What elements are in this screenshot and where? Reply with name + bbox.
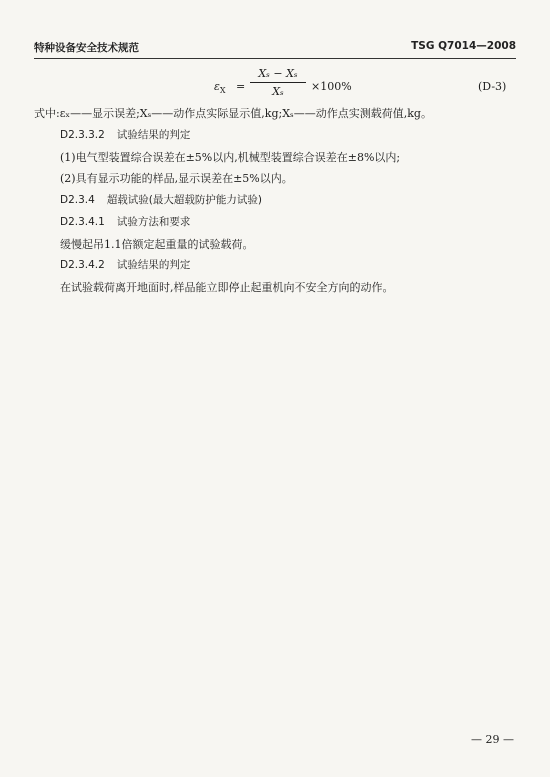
heading-d2-3-4: D2.3.4 超载试验(最大超载防护能力试验)	[60, 194, 263, 206]
where-clause: 式中:εₓ——显示误差;Xₛ——动作点实际显示值,kg;Xₛ——动作点实测载荷值,kg。	[34, 107, 432, 120]
formula-lhs: $\varepsilon_X$	[214, 80, 226, 96]
fraction-bar	[250, 82, 306, 83]
paragraph-test-method: 缓慢起吊1.1倍额定起重量的试验载荷。	[60, 238, 254, 251]
formula-percent-factor: ×100%	[311, 80, 352, 93]
running-header	[34, 37, 516, 59]
header-standard-code: TSG Q7014—2008	[411, 40, 516, 52]
header-title: 特种设备安全技术规范	[34, 42, 139, 54]
formula-number: (D-3)	[478, 80, 507, 93]
heading-d2-3-4-2: D2.3.4.2 试验结果的判定	[60, 259, 191, 271]
header-rule	[34, 58, 516, 59]
formula-denominator: Xₛ	[272, 85, 284, 98]
formula-equals: =	[236, 80, 246, 93]
formula-fraction	[250, 66, 306, 99]
heading-d2-3-3-2: D2.3.3.2 试验结果的判定	[60, 129, 191, 141]
page-number: — 29 —	[471, 733, 514, 746]
criterion-item-2: (2)具有显示功能的样品,显示误差在±5%以内。	[60, 172, 293, 185]
paragraph-test-result: 在试验载荷离开地面时,样品能立即停止起重机向不安全方向的动作。	[60, 281, 394, 294]
heading-d2-3-4-1: D2.3.4.1 试验方法和要求	[60, 216, 191, 228]
formula-numerator: Xₛ − Xₛ	[258, 67, 298, 80]
criterion-item-1: (1)电气型装置综合误差在±5%以内,机械型装置综合误差在±8%以内;	[60, 151, 401, 164]
formula-d3	[214, 66, 514, 106]
